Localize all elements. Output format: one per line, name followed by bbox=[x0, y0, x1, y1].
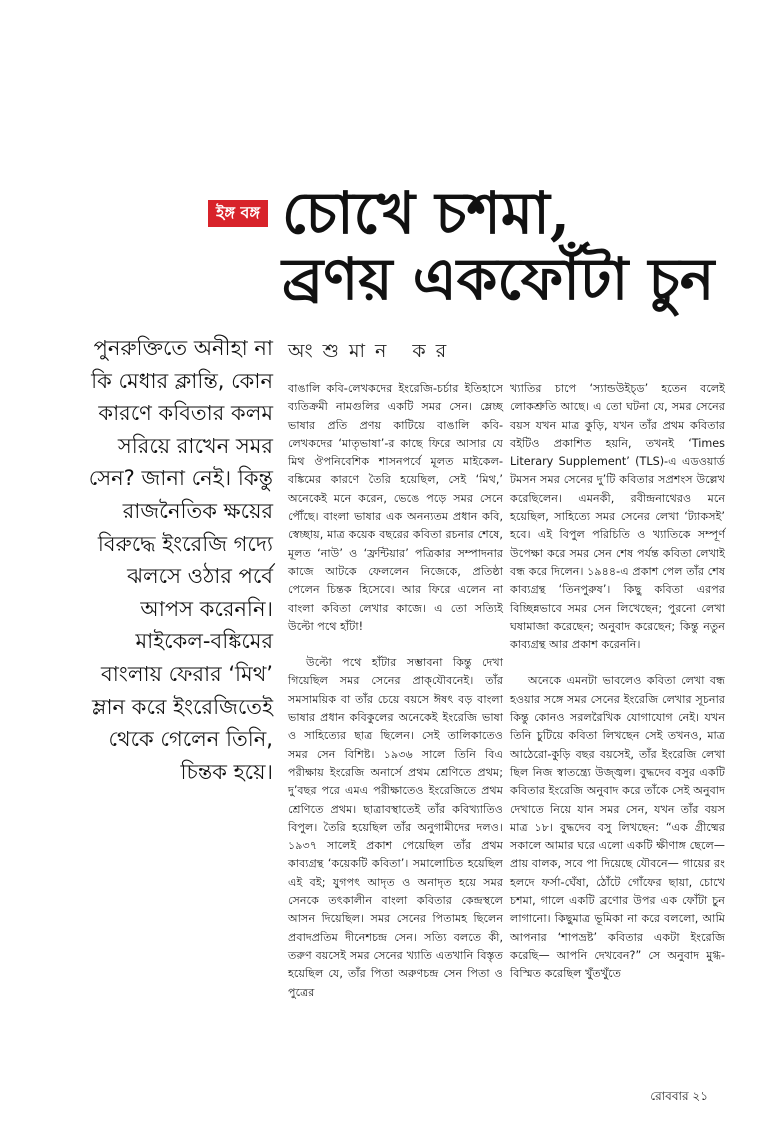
headline bbox=[282, 180, 752, 312]
headline-line-2: ব্রণয় একফোঁটা চুন bbox=[282, 245, 715, 313]
headline-line-1: চোখে চশমা, bbox=[282, 179, 571, 247]
article-paragraph: বাঙালি কবি-লেখকদের ইংরেজি-চর্চার ইতিহাসে ব্যতিক্রমী নামগুলির একটি সমর সেন। ম্লেচ্ছ ভাষার প্রতি প্রণয় কাটিয়ে বাঙালি কবি-লেখকদের ‘মাতৃভাষা’-র কাছে ফিরে আসার যে মিথ ঔপনিবেশিক শাসনপর্বে মূলত মাইকেল-বঙ্কিমের কারণে তৈরি হয়েছিল, সেই ‘মিথ,’ অনেকেই মনে করেন, ভেঙে পড়ে সমর সেনে পৌঁছে। বাংলা ভাষার এক অনন্যতম প্রধান কবি, স্বেচ্ছায়, মাত্র কয়েক বছরের কবিতা রচনার শেষে, মূলত ‘নাউ’ ও ‘ফ্রন্টিয়ার’ পত্রিকার সম্পাদনার কাজে আটকে ফেললেন নিজেকে, প্রতিষ্ঠা পেলেন চিন্তক হিসেবে। আর ফিরে এলেন না বাংলা কবিতা লেখার কাজে। এ তো সত্যিই উল্টো পথে হাঁটা! bbox=[288, 382, 503, 633]
pull-quote: পুনরুক্তিতে অনীহা না কি মেধার ক্লান্তি, কোন কারণে কবিতার কলম সরিয়ে রাখেন সমর সেন? জানা নেই। কিন্তু রাজনৈতিক ক্ষয়ের বিরুদ্ধে ইংরেজি গদ্যে ঝলসে ওঠার পর্বে আপস করেননি। মাইকেল-বঙ্কিমের বাংলায় ফেরার ‘মিথ’ ম্লান করে ইংরেজিতেই থেকে গেলেন তিনি, চিন্তক হয়ে। bbox=[88, 336, 273, 784]
article-paragraph: অনেকে এমনটা ভাবলেও কবিতা লেখা বন্ধ হওয়ার সঙ্গে সমর সেনের ইংরেজি লেখার সূচনার কিন্তু কোনও সরলরৈখিক যোগাযোগ নেই। যখন তিনি চুটিয়ে কবিতা লিখছেন সেই তখনও, মাত্র আঠেরো-কুড়ি বছর বয়সেই, তাঁর ইংরেজি লেখা ছিল নিজ স্বাতন্ত্র্যে উজ্জ্বল। বুদ্ধদেব বসুর একটি কবিতার ইংরেজি অনুবাদ করে তাঁকে সেই অনুবাদ দেখাতে নিয়ে যান সমর সেন, যখন তাঁর বয়স মাত্র ১৮। বুদ্ধদেব বসু লিখছেন: “এক গ্রীষ্মের সকালে আমার ঘরে এলো একটি ক্ষীণাঙ্গ ছেলে— প্রায় বালক, সবে পা দিয়েছে যৌবনে— গায়ের রং হলদে ফর্সা-ঘেঁষা, ঠোঁটে গোঁফের ছায়া, চোখে চশমা, গালে একটি ব্রণোর উপর এক ফোঁটা চুন লাগানো। কিছুমাত্র ভূমিকা না করে বললো, আমি আপনার ‘শাপভ্রষ্ট’ কবিতার একটা ইংরেজি করেছি— আপনি দেখবেন?” সে অনুবাদ মুগ্ধ-বিস্মিত করেছিল খুঁতখুঁতে bbox=[510, 674, 725, 981]
article-paragraph: খ্যাতির চাপে ‘স্যান্ডউইচ্‌ড’ হতেন বলেই লোকশ্রুতি আছে। এ তো ঘটনা যে, সমর সেনের বয়স যখন মাত্র কুড়ি, যখন তাঁর প্রথম কবিতার বইটিও প্রকাশিত হয়নি, তখনই ‘Times Literary Supplement’ (TLS)-এ এডওয়ার্ড টমসন সমর সেনের দু’টি কবিতার সপ্রশংস উল্লেখ করেছিলেন। এমনকী, রবীন্দ্রনাথেরও মনে হয়েছিল, সাহিত্যে সমর সেনের লেখা ‘ট্যাকসই’ হবে। এই বিপুল পরিচিতি ও খ্যাতিকে সম্পূর্ণ উপেক্ষা করে সমর সেন শেষ পর্যন্ত কবিতা লেখাই বন্ধ করে দিলেন। ১৯৪৪-এ প্রকাশ পেল তাঁর শেষ কাব্যগ্রন্থ ‘তিনপুরুষ’। কিছু কবিতা এরপর বিচ্ছিন্নভাবে সমর সেন লিখেছেন; পুরনো লেখা ঘষামাজা করেছেন; অনুবাদ করেছেন; কিন্তু নতুন কাব্যগ্রন্থ আর প্রকাশ করেননি। bbox=[510, 382, 725, 652]
byline: অংশুমান কর bbox=[288, 340, 457, 362]
page-folio: রোববার ২১ bbox=[650, 1089, 708, 1103]
article-column-1 bbox=[288, 380, 503, 1020]
article-column-2 bbox=[510, 380, 725, 1002]
article-paragraph: উল্টো পথে হাঁটার সম্ভাবনা কিন্তু দেখা গিয়েছিল সমর সেনের প্রাক্‌যৌবনেই। তাঁর সমসাময়িক বা তাঁর চেয়ে বয়সে ঈষৎ বড় বাংলা ভাষার প্রধান কবিকুলের অনেকেই ইংরেজি ভাষা ও সাহিত্যের ছাত্র ছিলেন। সেই তালিকাতেও সমর সেন বিশিষ্ট। ১৯৩৬ সালে তিনি বিএ পরীক্ষায় ইংরেজি অনার্সে প্রথম শ্রেণিতে প্রথম; দু’বছর পরে এমএ পরীক্ষাতেও ইংরেজিতে প্রথম শ্রেণিতে প্রথম। ছাত্রাবস্থাতেই তাঁর কবিখ্যাতিও বিপুল। তৈরি হয়েছিল তাঁর অনুগামীদের দলও। ১৯৩৭ সালেই প্রকাশ পেয়েছিল তাঁর প্রথম কাব্যগ্রন্থ ‘কয়েকটি কবিতা’। সমালোচিত হয়েছিল এই বই; যুগপৎ আদৃত ও অনাদৃত হয়ে সমর সেনকে তৎকালীন বাংলা কবিতার কেন্দ্রস্থলে আসন দিয়েছিল। সমর সেনের পিতামহ ছিলেন প্রবাদপ্রতিম দীনেশচন্দ্র সেন। সত্যি বলতে কী, তরুণ বয়সেই সমর সেনের খ্যাতি এতখানি বিস্তৃত হয়েছিল যে, তাঁর পিতা অরুণচন্দ্র সেন পিতা ও পুত্রের bbox=[288, 656, 503, 999]
section-badge: ইঙ্গ বঙ্গ bbox=[208, 200, 268, 227]
